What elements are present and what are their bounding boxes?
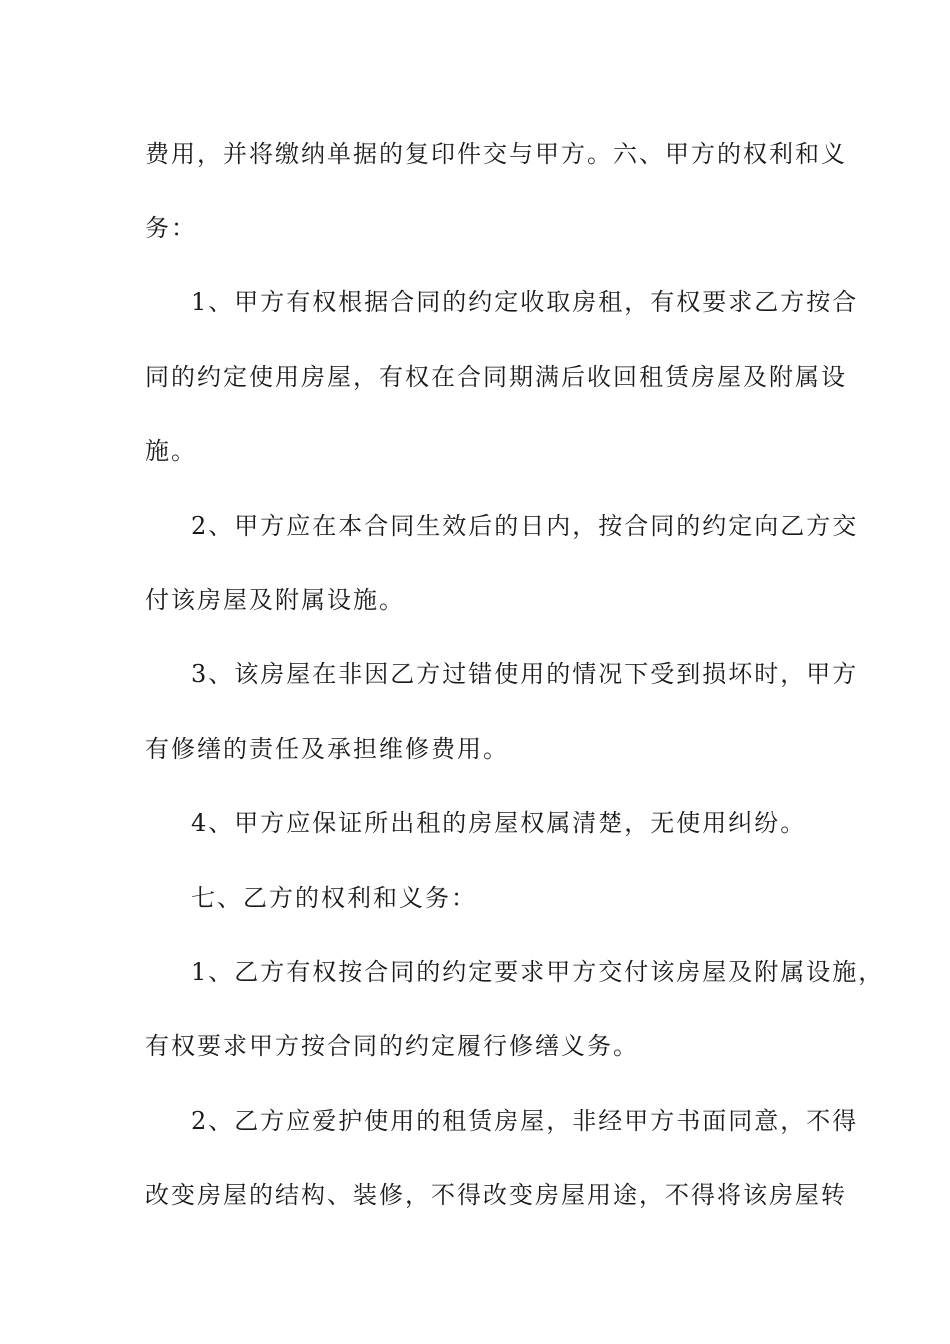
text-line: 2、乙方应爱护使用的租赁房屋，非经甲方书面同意，不得 — [191, 1107, 859, 1135]
text-line: 有修缮的责任及承担维修费用。 — [145, 735, 509, 763]
text-line: 1、甲方有权根据合同的约定收取房租，有权要求乙方按合 — [191, 288, 859, 316]
section-heading: 七、乙方的权利和义务： — [191, 884, 477, 912]
text-line: 付该房屋及附属设施。 — [145, 586, 405, 614]
text-line: 3、该房屋在非因乙方过错使用的情况下受到损坏时，甲方 — [191, 660, 859, 688]
text-line: 同的约定使用房屋，有权在合同期满后收回租赁房屋及附属设 — [145, 363, 847, 391]
text-line: 改变房屋的结构、装修，不得改变房屋用途，不得将该房屋转 — [145, 1181, 847, 1209]
text-line: 4、甲方应保证所出租的房屋权属清楚，无使用纠纷。 — [191, 809, 807, 837]
text-line: 有权要求甲方按合同的约定履行修缮义务。 — [145, 1032, 639, 1060]
text-line: 务： — [145, 214, 197, 242]
text-line: 费用，并将缴纳单据的复印件交与甲方。六、甲方的权利和义 — [145, 140, 847, 168]
text-line: 2、甲方应在本合同生效后的日内，按合同的约定向乙方交 — [191, 512, 859, 540]
text-line: 施。 — [145, 437, 197, 465]
text-line: 1、乙方有权按合同的约定要求甲方交付该房屋及附属设施， — [191, 958, 885, 986]
